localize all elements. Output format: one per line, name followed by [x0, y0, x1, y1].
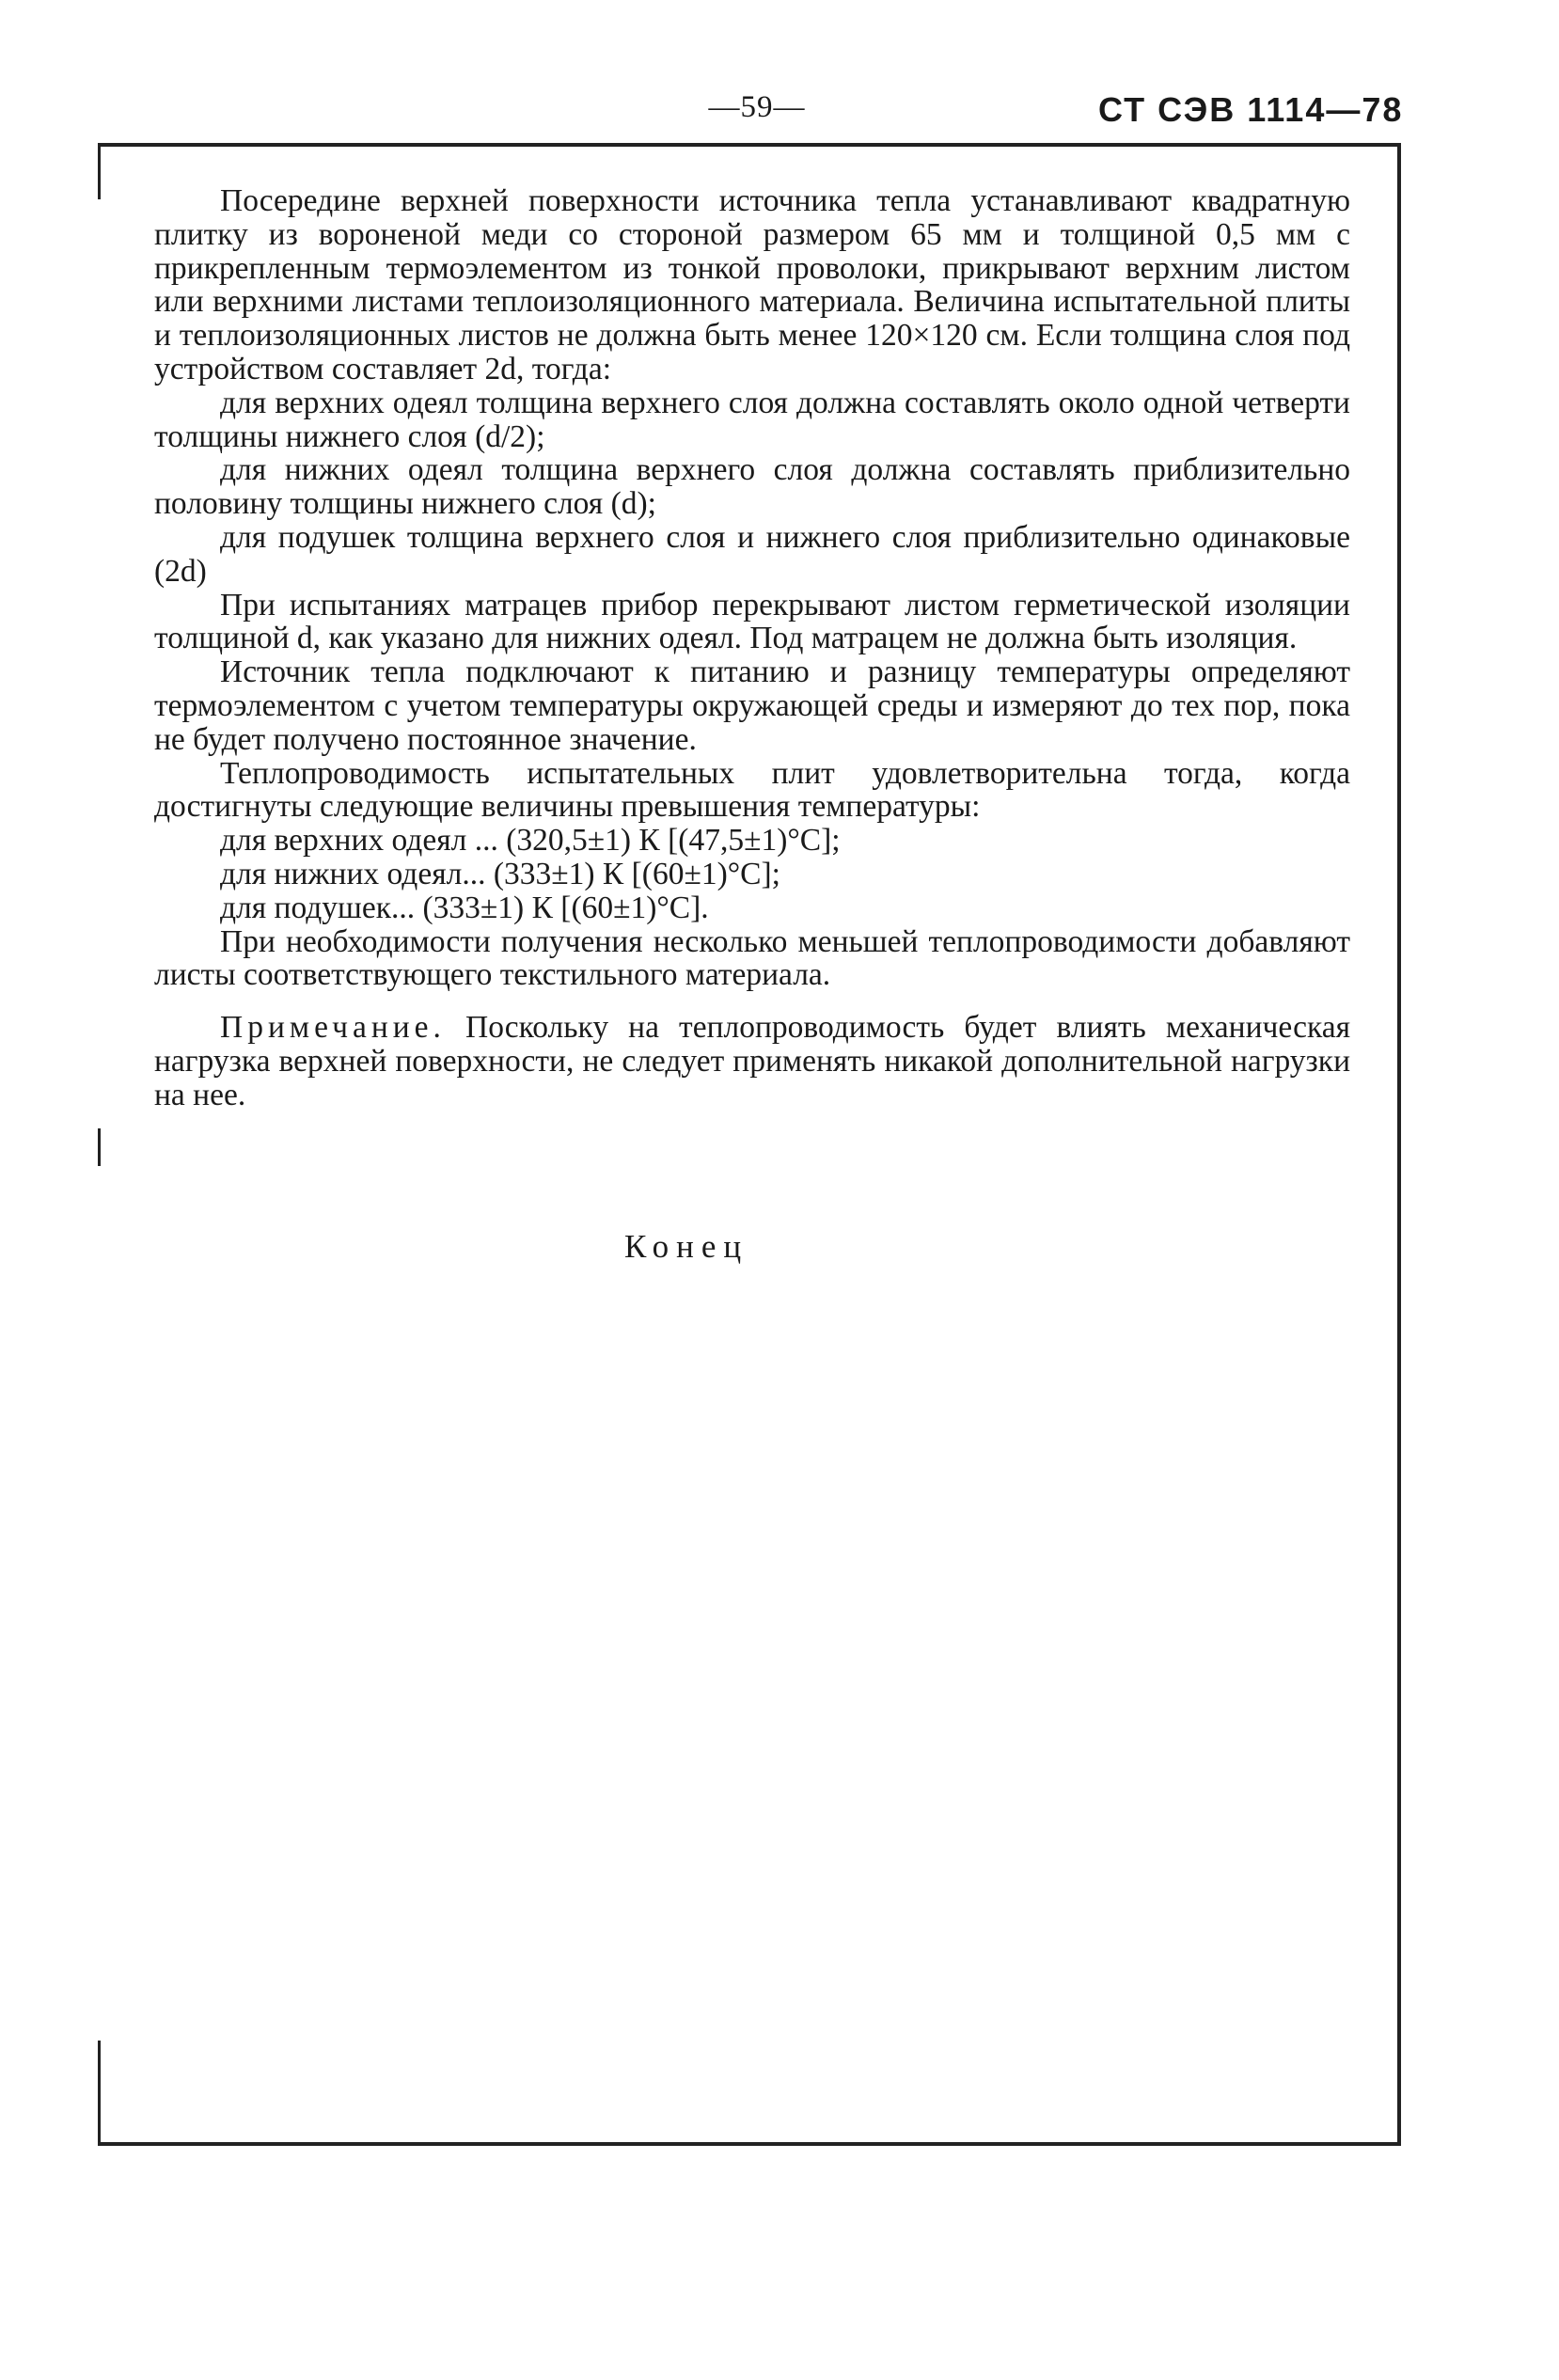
body-paragraph: При необходимости получения несколько меньшей теплопроводимости добавляют листы соответствующего текстильного материала.: [154, 923, 1350, 993]
body-paragraph: для нижних одеял толщина верхнего слоя должна составлять приблизительно половину толщины нижнего слоя (d);: [154, 452, 1350, 522]
end-label: Конец: [624, 1228, 749, 1265]
note-label: Примечание.: [220, 1010, 446, 1046]
note-paragraph: [154, 1011, 1350, 1111]
body-paragraph: для подушек толщина верхнего слоя и нижнего слоя приблизительно одинаковые (2d): [154, 519, 1350, 589]
body-paragraph: для верхних одеял ... (320,5±1) К [(47,5±1)°С];: [220, 823, 841, 859]
frame-left-mark: [98, 2041, 101, 2146]
document-body: [154, 184, 1350, 1112]
body-paragraph: для нижних одеял... (333±1) К [(60±1)°С];: [220, 856, 780, 891]
frame-left-mark: [98, 1128, 101, 1166]
frame-left-mark: [98, 143, 101, 199]
body-paragraph: Теплопроводимость испытательных плит удовлетворительна тогда, когда достигнуты следующие величины превышения температуры:: [154, 755, 1350, 825]
note-text: Поскольку на теплопроводимость будет влиять механическая нагрузка верхней поверхности, не следует применять никакой дополнительной нагрузки на нее.: [154, 1010, 1350, 1112]
body-paragraph: для подушек... (333±1) К [(60±1)°С].: [220, 890, 709, 925]
body-paragraph: Посередине верхней поверхности источника тепла устанавливают квадратную плитку из вороненой меди со стороной размером 65 мм и толщиной 0,5 мм с прикрепленным термоэлементом из тонкой проволоки, прикрывают верхним листом или верхними листами теплоизоляционного материала. Величина испытательной плиты и теплоизоляционных листов не должна быть менее 120×120 см. Если толщина слоя под устройством составляет 2d, тогда:: [154, 183, 1350, 386]
body-paragraph: Источник тепла подключают к питанию и разницу температуры определяют термоэлементом с учетом температуры окружающей среды и измеряют до тех пор, пока не будет получено постоянное значение.: [154, 654, 1350, 757]
body-paragraph: для верхних одеял толщина верхнего слоя должна составлять около одной четверти толщины нижнего слоя (d/2);: [154, 385, 1350, 454]
body-paragraph: При испытаниях матрацев прибор перекрывают листом герметической изоляции толщиной d, как указано для нижних одеял. Под матрацем не должна быть изоляция.: [154, 587, 1350, 656]
page-number: —59—: [708, 90, 806, 124]
document-code: СТ СЭВ 1114—78: [1098, 90, 1404, 129]
